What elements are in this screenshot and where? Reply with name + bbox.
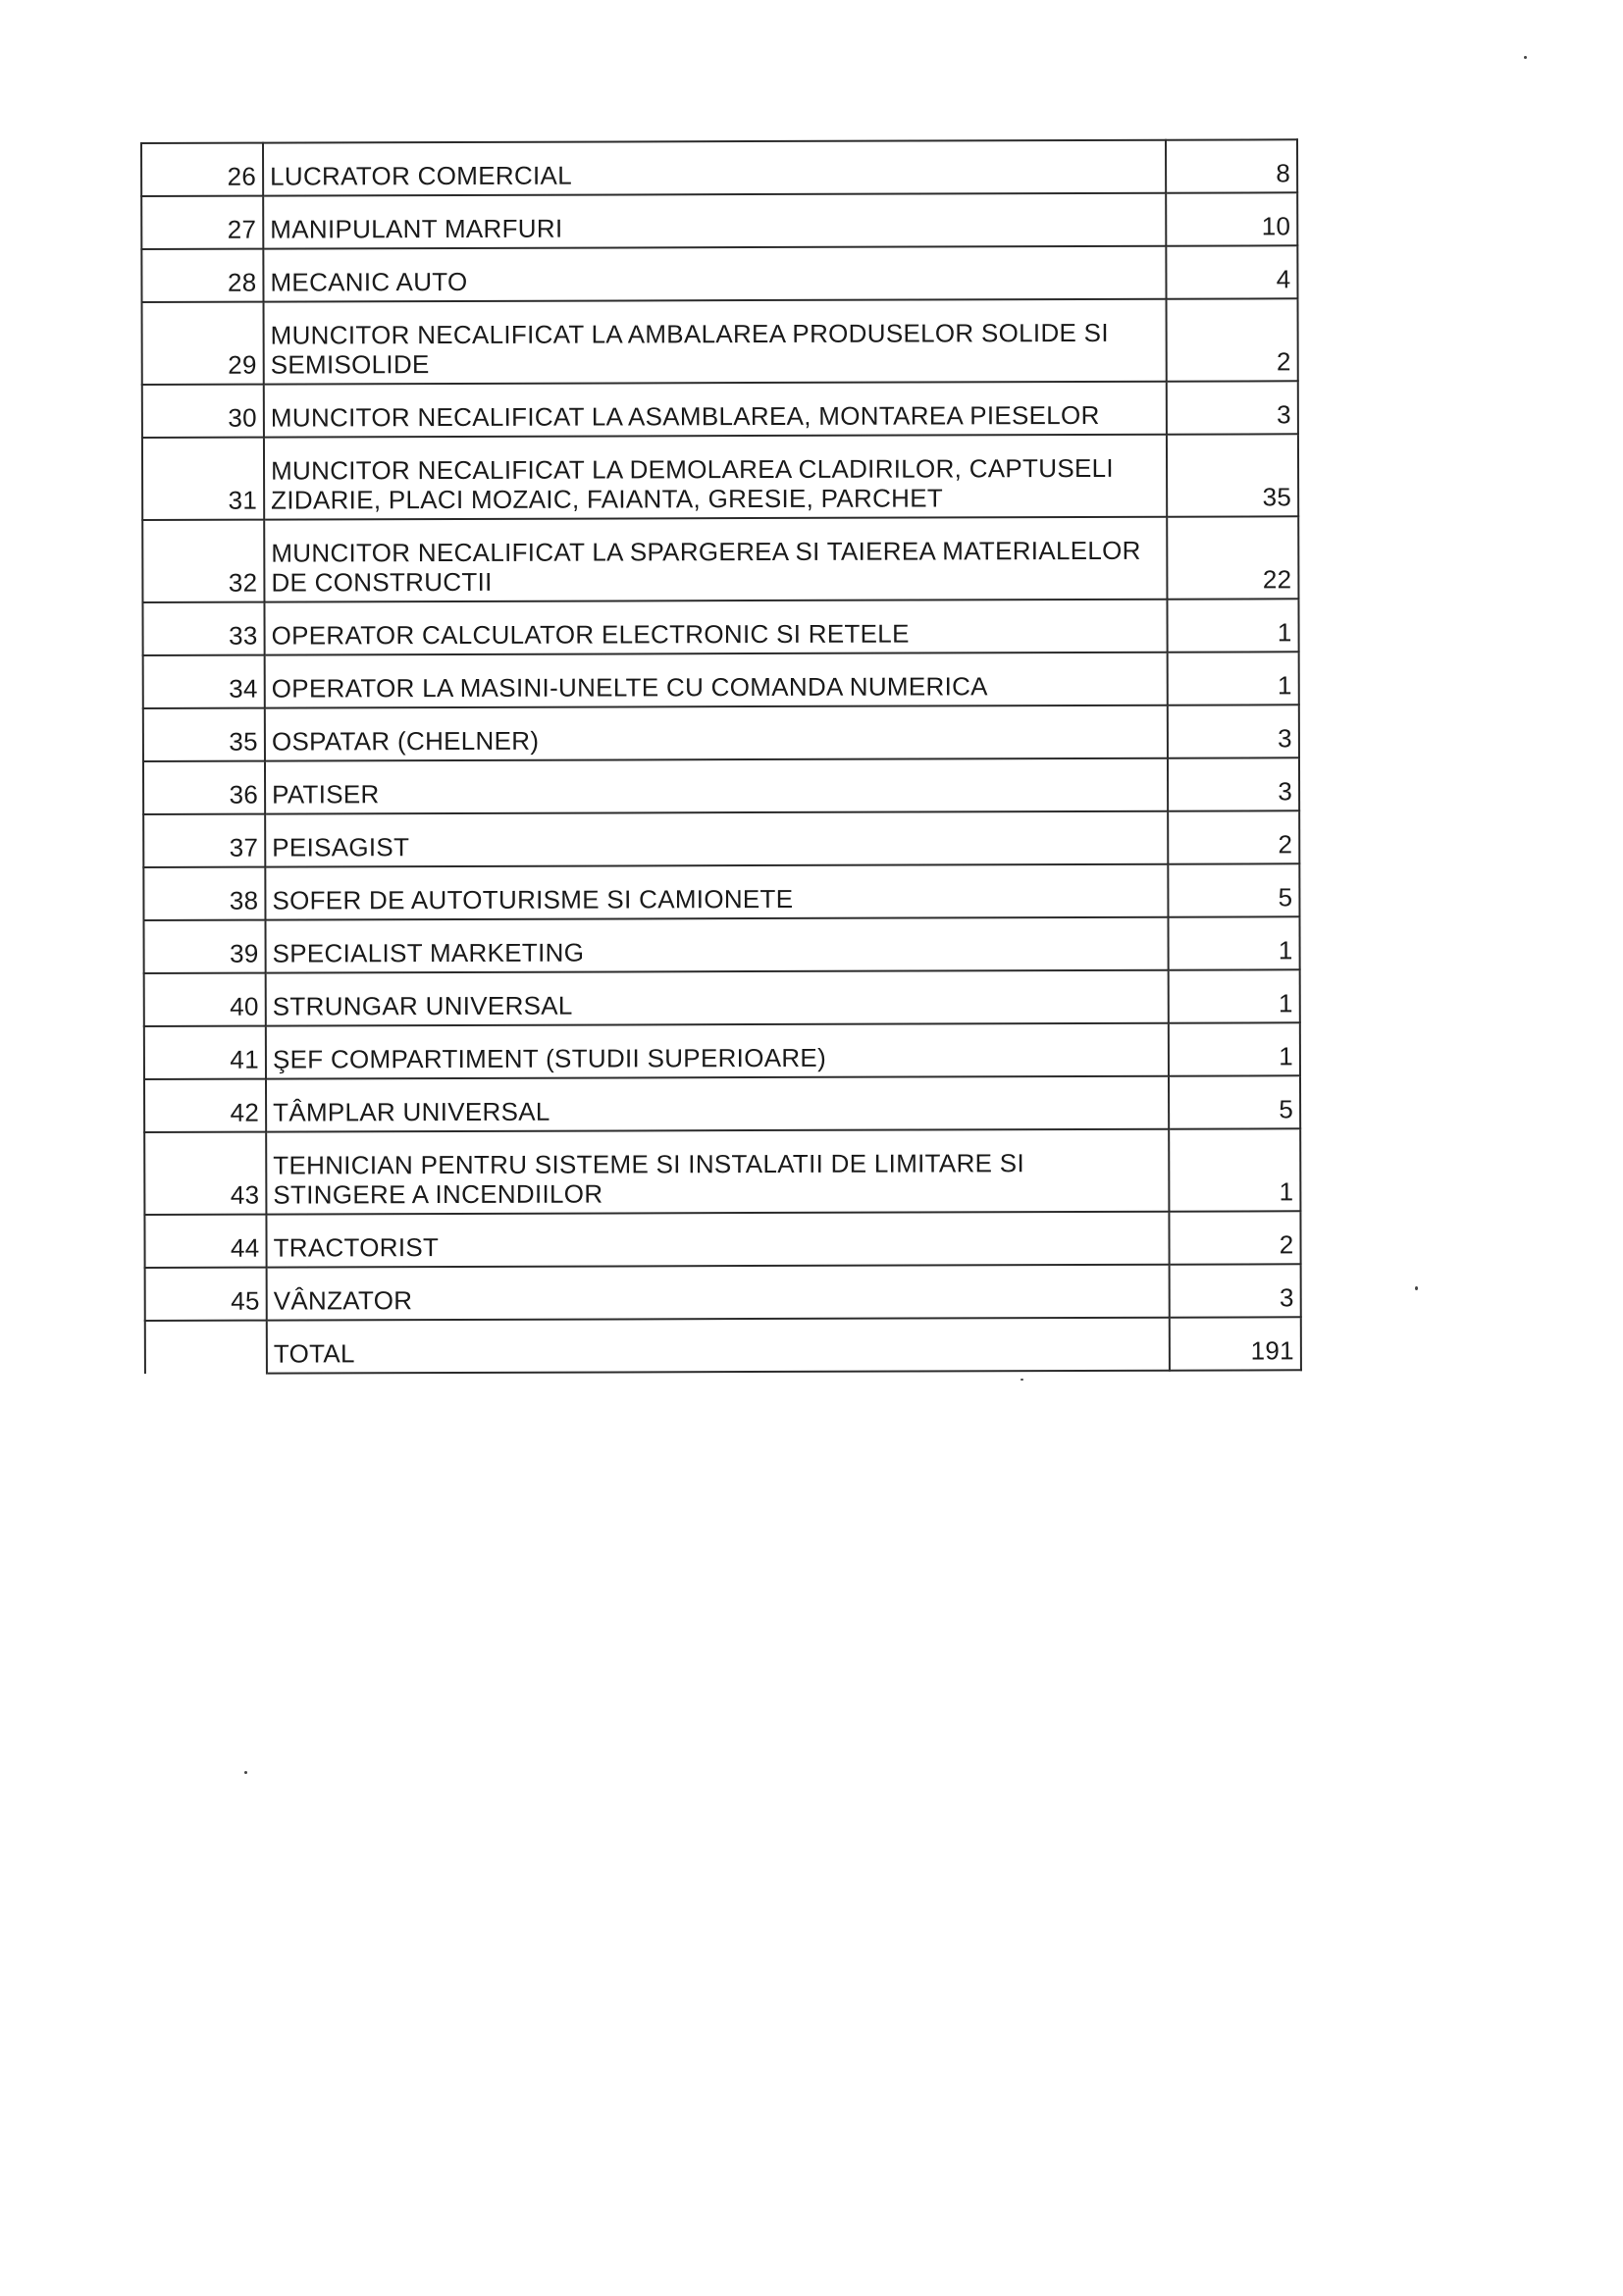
scan-speck [244,1771,247,1774]
table-row [144,969,1300,1026]
position-count: 5 [1168,863,1299,916]
occupation-name: TEHNICIAN PENTRU SISTEME SI INSTALATII DE LIMITARE SI STINGERE A INCENDIILOR [266,1129,1169,1215]
position-count: 3 [1168,704,1299,757]
position-count: 10 [1166,192,1297,245]
scan-speck [1524,56,1527,59]
table-row [144,1211,1300,1268]
scan-speck [1021,1379,1023,1381]
table-row [143,757,1299,814]
occupation-name: ŞEF COMPARTIMENT (STUDII SUPERIOARE) [266,1023,1169,1079]
position-count: 1 [1167,599,1298,652]
occupation-name: VÂNZATOR [267,1265,1170,1321]
table-row [145,1264,1301,1321]
row-number: 30 [142,385,264,438]
position-count: 1 [1168,652,1299,704]
row-number: 33 [142,602,264,655]
total-row [145,1317,1301,1374]
table-row [142,599,1298,655]
occupation-name: LUCRATOR COMERCIAL [263,140,1166,196]
total-label: TOTAL [267,1318,1170,1374]
table-row [141,245,1297,302]
row-number: 36 [143,761,265,814]
row-number: 41 [144,1026,266,1079]
position-count: 22 [1167,516,1298,599]
occupation-table-wrapper [140,138,1302,1375]
occupation-name: SPECIALIST MARKETING [265,917,1168,973]
row-number: 26 [141,143,263,196]
row-number: 42 [144,1079,266,1132]
table-row [141,192,1297,249]
position-count: 2 [1168,810,1299,863]
position-count: 3 [1168,757,1299,810]
position-count: 3 [1167,381,1298,434]
row-number: 37 [143,814,265,867]
position-count: 2 [1167,298,1298,381]
position-count: 1 [1169,1128,1300,1211]
table-row [142,381,1298,438]
scan-speck [1415,1286,1418,1290]
table-row [144,1022,1300,1079]
row-number: 32 [142,520,264,602]
position-count: 8 [1166,139,1297,192]
position-count: 35 [1167,434,1298,516]
row-number: 35 [143,708,265,761]
total-count: 191 [1170,1317,1301,1370]
occupation-name: PEISAGIST [265,811,1168,867]
occupation-name: MUNCITOR NECALIFICAT LA DEMOLAREA CLADIRILOR, CAPTUSELI ZIDARIE, PLACI MOZAIC, FAIANTA, GRESIE, PARCHET [264,435,1167,520]
position-count: 1 [1169,969,1300,1022]
table-row [144,1075,1300,1132]
occupation-name: SOFER DE AUTOTURISME SI CAMIONETE [265,864,1168,920]
row-number: 29 [142,302,264,385]
occupation-table [140,138,1302,1375]
occupation-name: MUNCITOR NECALIFICAT LA SPARGEREA SI TAIEREA MATERIALELOR DE CONSTRUCTII [264,517,1167,602]
row-number: 34 [143,655,265,708]
occupation-name: OPERATOR LA MASINI-UNELTE CU COMANDA NUMERICA [265,652,1168,708]
table-row [143,863,1299,920]
occupation-name: PATISER [265,758,1168,814]
position-count: 1 [1168,916,1299,969]
position-count: 3 [1170,1264,1301,1317]
table-row [143,704,1299,761]
row-number: 28 [141,249,263,302]
occupation-name: MECANIC AUTO [263,246,1166,302]
row-number: 40 [144,973,266,1026]
position-count: 4 [1166,245,1297,298]
row-number: 44 [144,1215,266,1268]
table-row [142,434,1298,520]
occupation-name: TÂMPLAR UNIVERSAL [266,1076,1169,1132]
occupation-name: MUNCITOR NECALIFICAT LA ASAMBLAREA, MONTAREA PIESELOR [264,382,1167,438]
row-number: 27 [141,196,263,249]
position-count: 2 [1169,1211,1300,1264]
table-row [141,139,1297,196]
occupation-name: OPERATOR CALCULATOR ELECTRONIC SI RETELE [264,600,1167,655]
row-number: 45 [145,1268,267,1321]
table-row [143,652,1299,708]
row-number: 39 [143,920,265,973]
occupation-name: MUNCITOR NECALIFICAT LA AMBALAREA PRODUSELOR SOLIDE SI SEMISOLIDE [264,299,1167,385]
row-number: 31 [142,438,264,520]
table-row [143,916,1299,973]
occupation-name: TRACTORIST [266,1212,1169,1268]
table-row [142,516,1298,602]
occupation-name: OSPATAR (CHELNER) [265,705,1168,761]
table-row [144,1128,1300,1215]
position-count: 5 [1169,1075,1300,1128]
row-number: 38 [143,867,265,920]
occupation-name: MANIPULANT MARFURI [263,193,1166,249]
row-number: 43 [144,1132,266,1215]
table-row [143,810,1299,867]
occupation-name: STRUNGAR UNIVERSAL [266,970,1169,1026]
total-row-number-empty [145,1321,267,1374]
occupation-table-body [141,139,1301,1374]
table-row [142,298,1298,385]
position-count: 1 [1169,1022,1300,1075]
